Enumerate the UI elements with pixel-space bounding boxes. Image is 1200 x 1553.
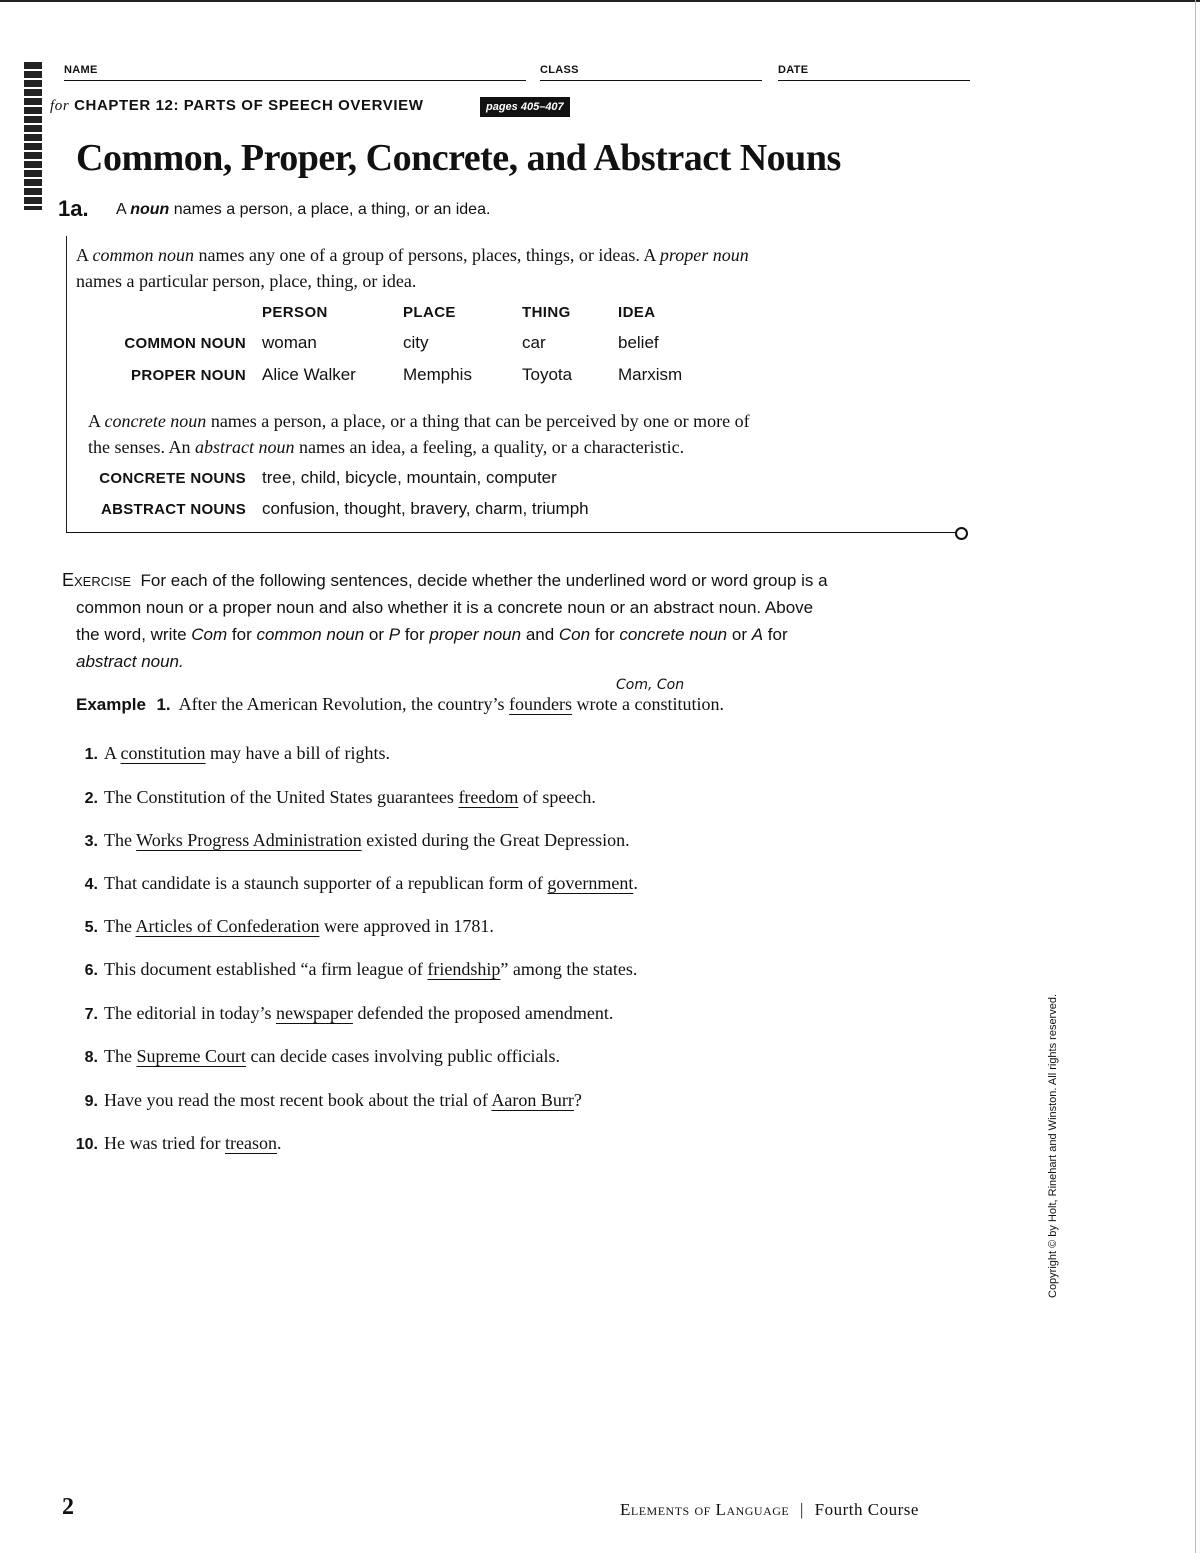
term-common-noun: common noun xyxy=(92,245,195,265)
ex3-com: Com xyxy=(191,625,228,644)
ex3-c: or xyxy=(364,625,389,644)
item-post: . xyxy=(276,1133,282,1153)
ex3-e: and xyxy=(521,625,559,644)
table-cell: woman xyxy=(262,333,317,352)
top-border xyxy=(0,0,1200,2)
item-post: were approved in 1781. xyxy=(319,916,494,936)
abstract-label: ABSTRACT NOUNS xyxy=(100,501,246,518)
item-underlined: friendship xyxy=(427,959,501,979)
book-title-a: Elements of Language xyxy=(620,1500,790,1519)
class-line xyxy=(540,80,762,81)
example-answer: Com, Con xyxy=(616,677,685,693)
rule-text xyxy=(116,201,490,219)
item-num: 9. xyxy=(84,1093,98,1110)
chapter-tag xyxy=(50,97,424,115)
concrete-label: CONCRETE NOUNS xyxy=(99,470,246,487)
cp-text-a: A xyxy=(76,245,93,265)
item-underlined: Works Progress Administration xyxy=(136,830,362,850)
ex3-a: the word, write xyxy=(76,625,192,644)
exercise-item xyxy=(66,959,637,980)
item-pre: Have you read the most recent book about the trial of xyxy=(104,1090,492,1110)
item-post: ? xyxy=(573,1090,582,1110)
ca-text-b: names a person, a place, or a thing that can be perceived by one or more of xyxy=(206,411,750,431)
item-pre: The Constitution of the United States guarantees xyxy=(104,787,459,807)
exercise-item xyxy=(66,916,494,937)
class-label: CLASS xyxy=(540,64,579,76)
ca-text-a: A xyxy=(88,411,105,431)
ex3-con: Con xyxy=(558,625,591,644)
ex3-cn: common noun xyxy=(256,625,365,644)
rule-text-post: names a person, a place, a thing, or an idea. xyxy=(169,201,491,218)
exercise-text-1: For each of the following sentences, decide whether the underlined word or word group is a xyxy=(140,571,828,590)
rule-id: 1a. xyxy=(58,196,89,221)
table-cell: Memphis xyxy=(403,365,472,384)
item-underlined: Aaron Burr xyxy=(491,1090,574,1110)
item-post: . xyxy=(633,873,638,893)
pages-badge: pages 405–407 xyxy=(480,97,570,117)
table-cell: Marxism xyxy=(618,365,683,384)
book-title xyxy=(620,1500,919,1520)
item-pre: A xyxy=(104,743,121,763)
item-num: 1. xyxy=(84,746,98,763)
rule-term: noun xyxy=(130,201,170,218)
item-num: 7. xyxy=(84,1006,98,1023)
item-num: 2. xyxy=(84,790,98,807)
table-cell: city xyxy=(403,333,429,352)
box-end-circle xyxy=(955,527,968,540)
exercise-item xyxy=(66,1046,560,1067)
ex3-ccn: concrete noun xyxy=(619,625,728,644)
item-num: 10. xyxy=(75,1136,98,1153)
concrete-line2 xyxy=(88,434,750,460)
common-proper-line1 xyxy=(76,242,749,268)
item-num: 6. xyxy=(84,962,98,979)
example-post: wrote a constitution. xyxy=(572,694,725,714)
common-proper-line2: names a particular person, place, thing, or idea. xyxy=(76,271,417,291)
exercise-item xyxy=(66,873,638,894)
table-header: THING xyxy=(522,304,571,321)
item-underlined: Supreme Court xyxy=(136,1046,246,1066)
item-underlined: constitution xyxy=(120,743,206,763)
ex3-p: P xyxy=(388,625,401,644)
item-pre: The xyxy=(104,916,136,936)
term-proper-noun: proper noun xyxy=(659,245,749,265)
item-pre: The editorial in today’s xyxy=(104,1003,276,1023)
rule-text-pre: A xyxy=(116,201,131,218)
item-post: of speech. xyxy=(518,787,596,807)
chapter-for: for xyxy=(50,98,70,114)
concrete-line1 xyxy=(88,408,750,434)
exercise-item xyxy=(66,1090,582,1111)
table-cell: belief xyxy=(618,333,659,352)
ex3-g: or xyxy=(727,625,752,644)
abstract-examples: confusion, thought, bravery, charm, triumph xyxy=(262,499,589,518)
example-pre: After the American Revolution, the country’s xyxy=(178,694,510,714)
item-underlined: freedom xyxy=(458,787,519,807)
item-num: 3. xyxy=(84,833,98,850)
common-proper-para xyxy=(76,242,749,294)
item-underlined: government xyxy=(547,873,634,893)
page-title: Common, Proper, Concrete, and Abstract Nouns xyxy=(76,137,841,179)
ex3-d: for xyxy=(400,625,430,644)
box-bottom-line xyxy=(66,532,956,533)
ex3-f: for xyxy=(590,625,620,644)
table-cell: Alice Walker xyxy=(262,365,356,384)
table-row-label: PROPER NOUN xyxy=(131,367,246,384)
term-concrete-noun: concrete noun xyxy=(104,411,207,431)
ca-text-d: names an idea, a feeling, a quality, or a characteristic. xyxy=(294,437,685,457)
copyright-notice: Copyright © by Holt, Rinehart and Winston. All rights reserved. xyxy=(1047,993,1059,1298)
item-post: may have a bill of rights. xyxy=(205,743,390,763)
example-row xyxy=(76,694,724,715)
date-line xyxy=(778,80,970,81)
concrete-examples: tree, child, bicycle, mountain, computer xyxy=(262,468,557,487)
ex3-h: for xyxy=(763,625,788,644)
chapter-title: CHAPTER 12: PARTS OF SPEECH OVERVIEW xyxy=(74,97,424,114)
exercise-item xyxy=(66,830,630,851)
exercise-line4 xyxy=(62,648,828,675)
cp-text-b: names any one of a group of persons, places, things, or ideas. A xyxy=(194,245,660,265)
ex3-pn: proper noun xyxy=(429,625,522,644)
item-underlined: Articles of Confederation xyxy=(135,916,320,936)
book-title-b: Fourth Course xyxy=(814,1500,919,1519)
ex4: abstract noun. xyxy=(76,652,184,671)
name-label: NAME xyxy=(64,64,98,76)
page-number: 2 xyxy=(62,1494,74,1520)
ex3-b: for xyxy=(227,625,257,644)
exercise-item xyxy=(66,743,390,764)
table-header: PERSON xyxy=(262,304,328,321)
item-num: 4. xyxy=(84,876,98,893)
book-title-separator: | xyxy=(800,1500,804,1519)
exercise-lead: Exercise xyxy=(62,570,132,590)
item-post: can decide cases involving public officials. xyxy=(245,1046,561,1066)
exercise-item xyxy=(66,1003,613,1024)
box-left-line xyxy=(66,236,67,532)
item-pre: The xyxy=(104,830,137,850)
table-cell: car xyxy=(522,333,546,352)
item-pre: That candidate is a staunch supporter of a republican form of xyxy=(104,873,548,893)
item-post: existed during the Great Depression. xyxy=(361,830,630,850)
table-row-label: COMMON NOUN xyxy=(124,335,246,352)
exercise-line1 xyxy=(62,567,828,594)
exercise-item xyxy=(66,1133,281,1154)
item-pre: The xyxy=(104,1046,137,1066)
table-header: PLACE xyxy=(403,304,456,321)
item-underlined: treason xyxy=(224,1133,277,1153)
ex3-a2: A xyxy=(751,625,764,644)
item-num: 8. xyxy=(84,1049,98,1066)
term-abstract-noun: abstract noun xyxy=(195,437,295,457)
item-post: defended the proposed amendment. xyxy=(352,1003,614,1023)
item-pre: He was tried for xyxy=(104,1133,225,1153)
example-num: 1. xyxy=(156,695,171,714)
item-pre: This document established “a firm league of xyxy=(104,959,428,979)
exercise-item xyxy=(66,787,596,808)
table-header: IDEA xyxy=(618,304,656,321)
exercise-line2: common noun or a proper noun and also whether it is a concrete noun or an abstract noun. Above xyxy=(76,598,814,617)
right-edge-line xyxy=(1195,0,1196,1553)
exercise-directions xyxy=(62,567,828,675)
noun-table xyxy=(76,302,776,394)
name-line xyxy=(64,80,526,81)
binding-strip xyxy=(24,62,42,210)
item-num: 5. xyxy=(84,919,98,936)
ca-text-c: the senses. An xyxy=(88,437,195,457)
item-underlined: newspaper xyxy=(275,1003,353,1023)
concrete-abstract-para xyxy=(88,408,750,460)
example-underlined: founders xyxy=(509,694,573,714)
table-cell: Toyota xyxy=(522,365,573,384)
exercise-line3 xyxy=(62,621,828,648)
date-label: DATE xyxy=(778,64,809,76)
example-label: Example xyxy=(76,695,146,714)
item-post: ” among the states. xyxy=(500,959,638,979)
